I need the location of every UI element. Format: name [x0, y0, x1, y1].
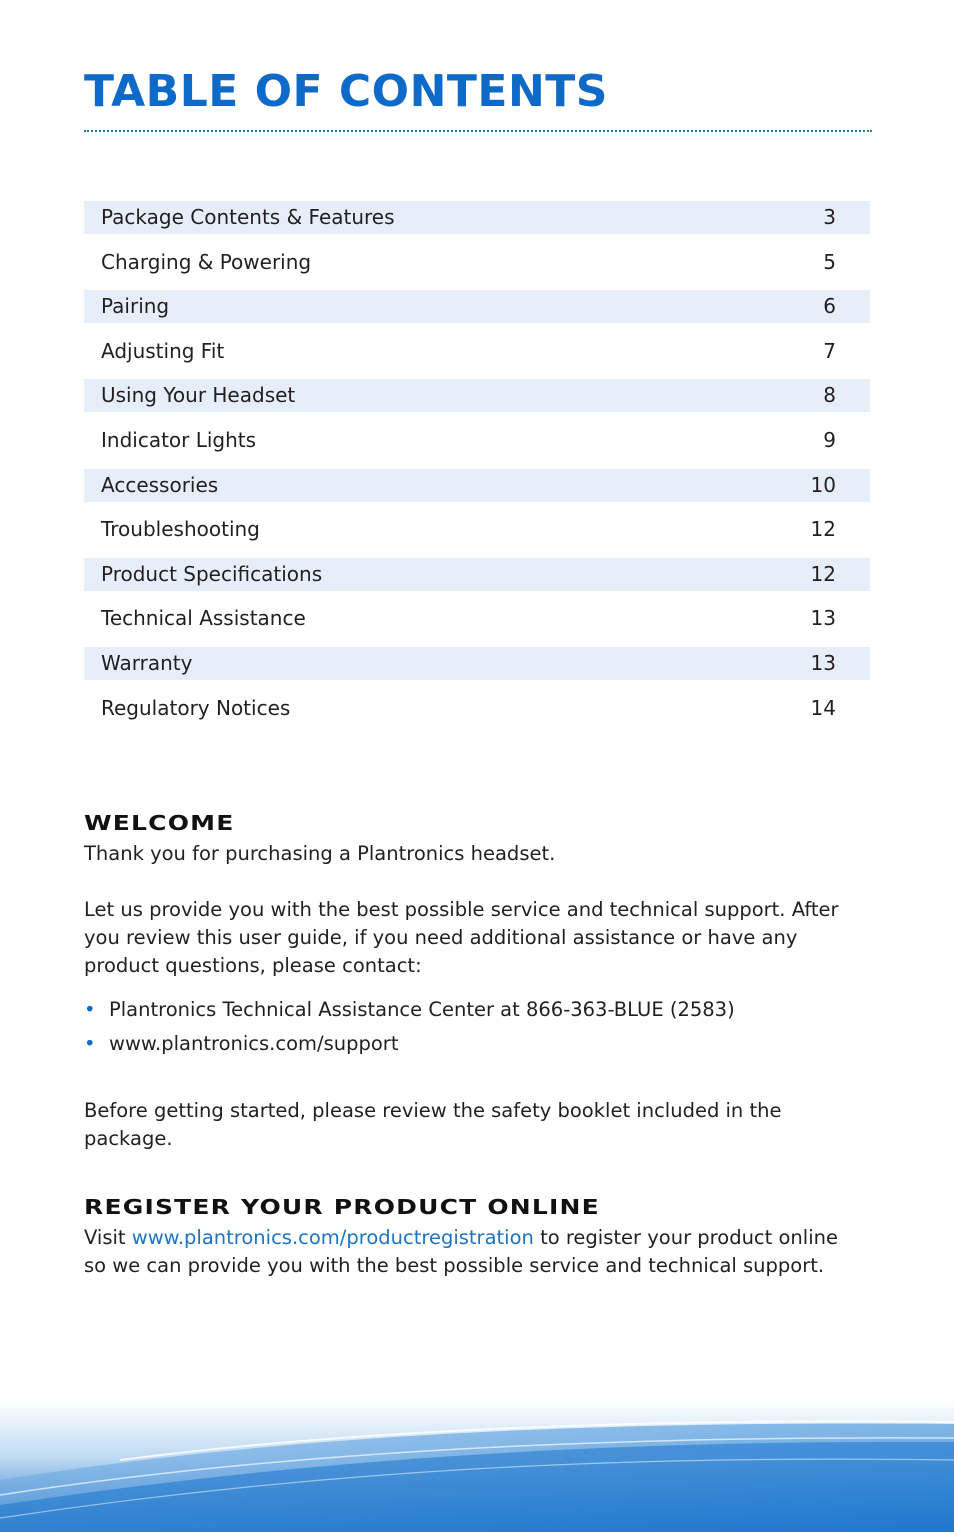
toc-entry-page: 14 [810, 695, 836, 720]
toc-entry-label: Technical Assistance [101, 606, 306, 631]
register-text [84, 1224, 844, 1280]
table-of-contents [84, 201, 870, 736]
toc-entry-label: Regulatory Notices [101, 695, 291, 720]
welcome-heading: WELCOME [84, 811, 235, 835]
toc-entry[interactable] [84, 692, 870, 737]
bullet-icon: • [84, 998, 96, 1021]
page-title: TABLE OF CONTENTS [84, 66, 608, 117]
toc-entry-label: Adjusting Fit [101, 338, 225, 363]
decorative-wave [0, 1400, 954, 1532]
toc-entry[interactable] [84, 201, 870, 246]
toc-entry-label: Product Specifications [101, 561, 323, 586]
toc-entry-page: 12 [810, 517, 836, 542]
welcome-intro: Thank you for purchasing a Plantronics headset. [84, 842, 556, 865]
toc-entry[interactable] [84, 290, 870, 335]
list-item [84, 996, 864, 1030]
toc-entry-page: 7 [823, 338, 836, 363]
toc-entry-page: 12 [810, 561, 836, 586]
list-item [84, 1030, 864, 1064]
toc-entry-page: 3 [823, 205, 836, 229]
contact-support-url: www.plantronics.com/support [109, 1032, 399, 1055]
toc-entry-label: Warranty [101, 650, 193, 675]
toc-entry-page: 13 [810, 650, 836, 675]
toc-entry-page: 5 [823, 249, 836, 274]
contact-assistance-center: Plantronics Technical Assistance Center at 866-363-BLUE (2583) [109, 998, 735, 1021]
toc-entry-page: 8 [823, 383, 836, 408]
toc-entry[interactable] [84, 469, 870, 514]
toc-entry-label: Troubleshooting [101, 517, 260, 542]
toc-entry[interactable] [84, 558, 870, 603]
toc-entry-page: 6 [823, 294, 836, 319]
toc-entry-label: Package Contents & Features [101, 205, 395, 229]
toc-entry-label: Indicator Lights [101, 427, 257, 452]
safety-note: Before getting started, please review the safety booklet included in the package. [84, 1099, 782, 1150]
toc-entry-label: Pairing [101, 294, 170, 319]
toc-entry-page: 10 [810, 472, 836, 497]
register-prefix: Visit [84, 1226, 132, 1249]
register-heading: REGISTER YOUR PRODUCT ONLINE [84, 1195, 600, 1219]
toc-entry-page: 9 [823, 427, 836, 452]
bullet-icon: • [84, 1032, 96, 1055]
toc-entry[interactable] [84, 246, 870, 291]
toc-entry[interactable] [84, 335, 870, 380]
title-divider [84, 130, 872, 132]
toc-entry-page: 13 [810, 606, 836, 631]
toc-entry-label: Charging & Powering [101, 249, 312, 274]
toc-entry[interactable] [84, 602, 870, 647]
welcome-support-text: Let us provide you with the best possible service and technical support. After you review this user guide, if you need additional assistance or have any product questions, please contact: [84, 898, 839, 977]
register-suffix: to register your product online so we can provide you with the best possible service and technical support. [84, 1226, 838, 1277]
product-registration-link[interactable]: www.plantronics.com/productregistration [131, 1226, 534, 1249]
toc-entry[interactable] [84, 379, 870, 424]
toc-entry-label: Accessories [101, 472, 219, 497]
contact-list [84, 996, 864, 1064]
toc-entry-label: Using Your Headset [101, 383, 296, 408]
toc-entry[interactable] [84, 424, 870, 469]
toc-entry[interactable] [84, 647, 870, 692]
toc-entry[interactable] [84, 513, 870, 558]
